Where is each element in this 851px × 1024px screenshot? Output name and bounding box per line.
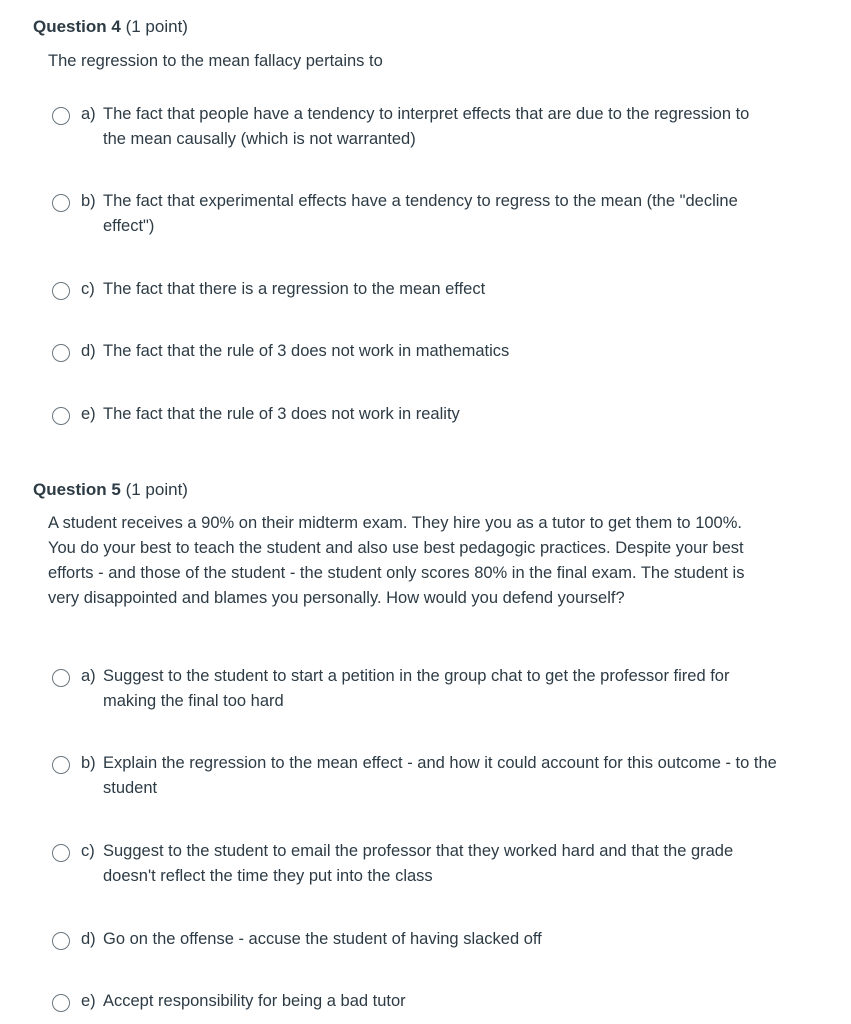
answer-option-d[interactable] <box>52 930 772 952</box>
option-text: Go on the offense - accuse the student of having slacked off <box>103 930 542 948</box>
option-letter: d) <box>81 342 96 360</box>
radio-button[interactable] <box>52 107 70 125</box>
option-text: Explain the regression to the mean effect - and how it could account for this outcome - to the student <box>103 754 777 797</box>
radio-button[interactable] <box>52 756 70 774</box>
option-text: The fact that the rule of 3 does not work in mathematics <box>103 342 510 360</box>
answer-option-b[interactable] <box>52 192 772 239</box>
option-text: Suggest to the student to start a petition in the group chat to get the professor fired for making the final too hard <box>103 667 730 710</box>
question-points: (1 point) <box>125 480 188 499</box>
answer-option-b[interactable] <box>52 754 792 801</box>
option-letter: a) <box>81 667 96 685</box>
question-prompt: A student receives a 90% on their midterm exam. They hire you as a tutor to get them to 100%. You do your best to teach the student and also use best pedagogic practices. Despite your best efforts - and those of the student - the student only scores 80% in the final exam. The student is very disappointed and blames you personally. How would you defend yourself? <box>48 514 745 607</box>
option-letter: e) <box>81 405 96 423</box>
option-text: The fact that experimental effects have a tendency to regress to the mean (the "decline effect") <box>103 192 738 235</box>
answer-option-c[interactable] <box>52 842 772 889</box>
answer-option-e[interactable] <box>52 992 772 1014</box>
answer-option-a[interactable] <box>52 105 772 152</box>
option-text: The fact that people have a tendency to interpret effects that are due to the regression to the mean causally (which is not warranted) <box>103 105 750 148</box>
option-text: Accept responsibility for being a bad tutor <box>103 992 406 1010</box>
radio-button[interactable] <box>52 194 70 212</box>
option-text: The fact that the rule of 3 does not work in reality <box>103 405 460 423</box>
question-header <box>33 16 188 38</box>
radio-button[interactable] <box>52 344 70 362</box>
option-letter: a) <box>81 105 96 123</box>
question-title: Question 4 <box>33 17 121 36</box>
answer-option-e[interactable] <box>52 405 772 427</box>
option-text: Suggest to the student to email the professor that they worked hard and that the grade doesn't reflect the time they put into the class <box>103 842 734 885</box>
option-letter: c) <box>81 842 95 860</box>
radio-button[interactable] <box>52 994 70 1012</box>
question-prompt: The regression to the mean fallacy pertains to <box>48 52 383 70</box>
answer-option-d[interactable] <box>52 342 772 364</box>
option-letter: b) <box>81 754 96 772</box>
option-letter: b) <box>81 192 96 210</box>
radio-button[interactable] <box>52 669 70 687</box>
option-text: The fact that there is a regression to the mean effect <box>103 280 486 298</box>
answer-option-a[interactable] <box>52 667 772 714</box>
radio-button[interactable] <box>52 932 70 950</box>
radio-button[interactable] <box>52 407 70 425</box>
option-letter: d) <box>81 930 96 948</box>
answer-option-c[interactable] <box>52 280 772 302</box>
option-letter: e) <box>81 992 96 1010</box>
question-header <box>33 479 188 501</box>
question-title: Question 5 <box>33 480 121 499</box>
radio-button[interactable] <box>52 282 70 300</box>
option-letter: c) <box>81 280 95 298</box>
question-points: (1 point) <box>125 17 188 36</box>
radio-button[interactable] <box>52 844 70 862</box>
